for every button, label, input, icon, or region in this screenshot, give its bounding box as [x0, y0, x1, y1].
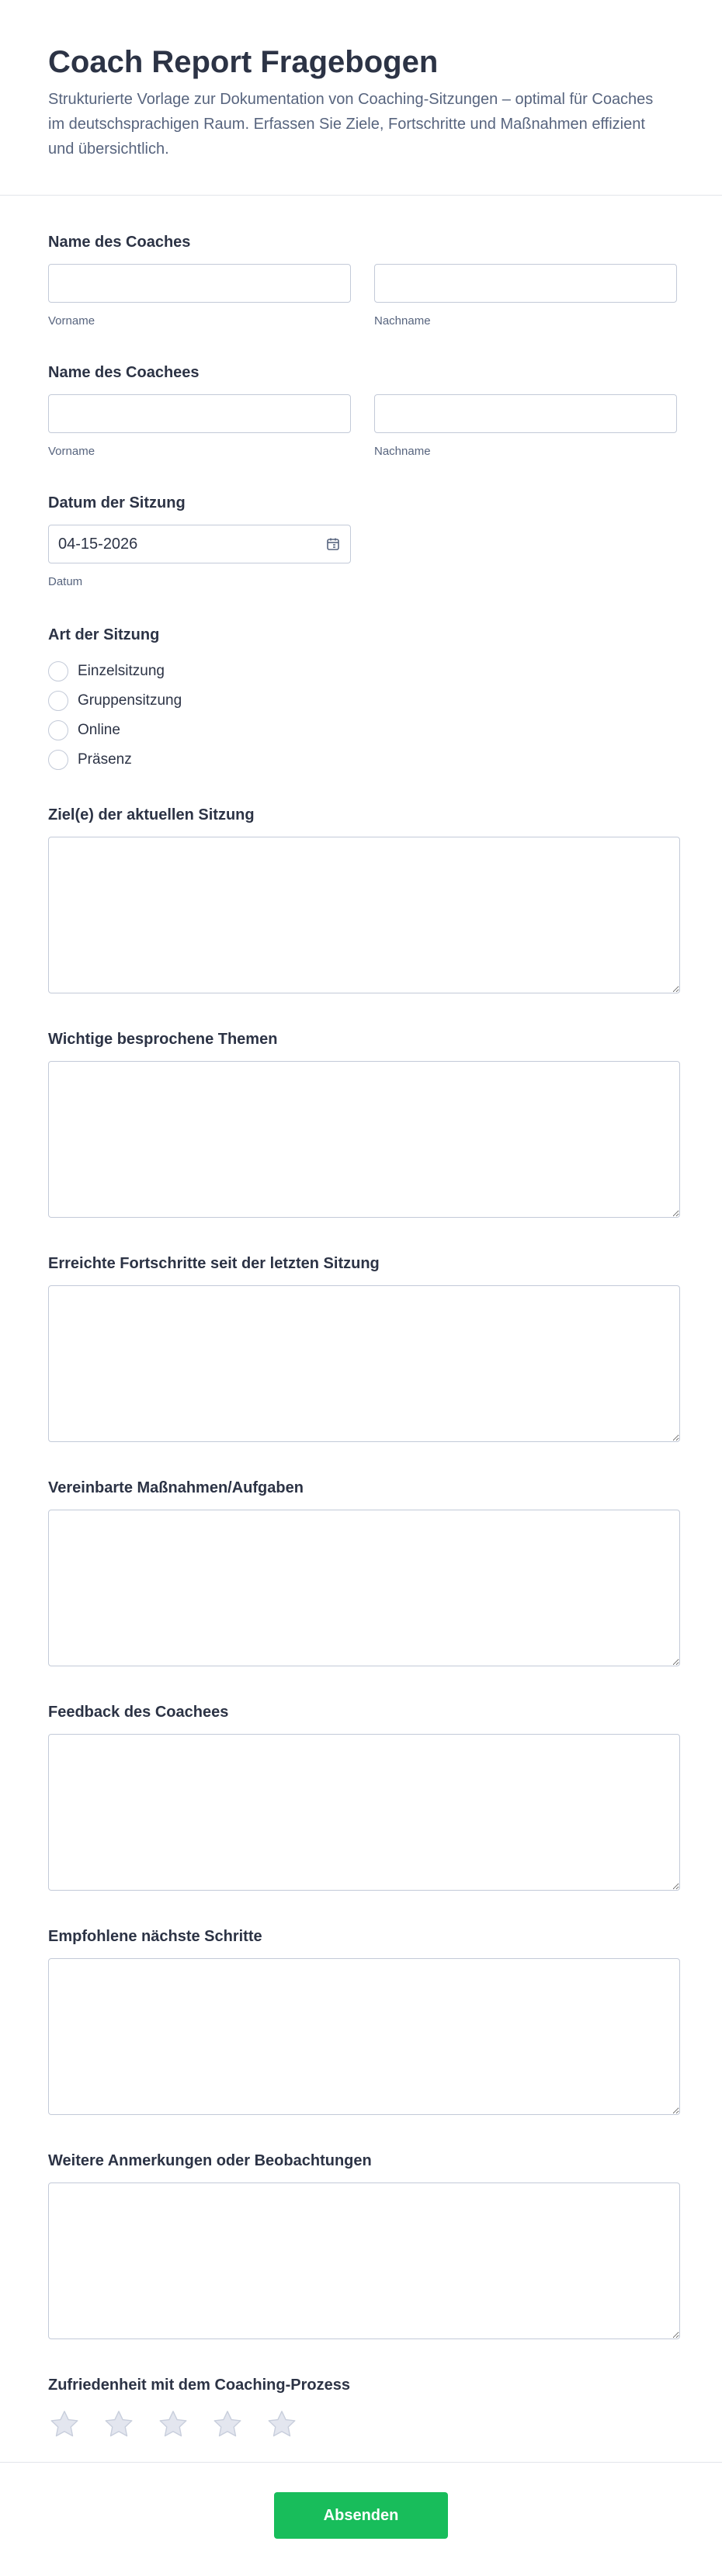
goals-field — [48, 804, 674, 1028]
notes-textarea[interactable] — [48, 2182, 680, 2339]
radio-option-label: Präsenz — [78, 751, 132, 768]
topics-textarea[interactable] — [48, 1061, 680, 1218]
feedback-field — [48, 1701, 674, 1926]
star-icon[interactable] — [157, 2408, 189, 2441]
actions-label: Vereinbarte Maßnahmen/Aufgaben — [48, 1479, 304, 1496]
goals-textarea[interactable] — [48, 837, 680, 993]
calendar-icon[interactable] — [326, 537, 340, 551]
radio-button[interactable] — [48, 691, 68, 711]
coachee-first-name-input[interactable] — [48, 394, 351, 433]
radio-option-label: Gruppensitzung — [78, 692, 182, 709]
form-header — [0, 0, 722, 196]
coach-name-row — [48, 264, 674, 329]
coach-name-field — [48, 231, 674, 362]
submit-button[interactable]: Absenden — [274, 2492, 448, 2539]
date-picker — [48, 525, 351, 563]
star-icon[interactable] — [102, 2408, 135, 2441]
coach-first-col — [48, 264, 351, 329]
coachee-first-col — [48, 394, 351, 459]
page-description: Strukturierte Vorlage zur Dokumentation von Coaching-Sitzungen – optimal für Coaches im deutschsprachigen Raum. Erfassen Sie Ziele, Fortschritte und Maßnahmen effizient und übersichtlich. — [48, 91, 654, 158]
next-steps-textarea[interactable] — [48, 1958, 680, 2115]
topics-label: Wichtige besprochene Themen — [48, 1031, 278, 1048]
coach-first-name-sublabel: Vorname — [48, 314, 95, 328]
satisfaction-label: Zufriedenheit mit dem Coaching-Prozess — [48, 2377, 350, 2394]
session-date-field — [48, 492, 674, 624]
radio-option-gruppensitzung[interactable] — [48, 686, 674, 716]
coach-last-col — [374, 264, 677, 329]
feedback-label: Feedback des Coachees — [48, 1704, 229, 1721]
session-type-options — [48, 657, 674, 775]
coach-first-name-input[interactable] — [48, 264, 351, 303]
coachee-name-row — [48, 394, 674, 459]
session-date-label: Datum der Sitzung — [48, 494, 186, 511]
notes-label: Weitere Anmerkungen oder Beobachtungen — [48, 2152, 372, 2169]
star-icon[interactable] — [211, 2408, 244, 2441]
radio-option-einzelsitzung[interactable] — [48, 657, 674, 686]
session-date-sublabel: Datum — [48, 575, 83, 588]
radio-button[interactable] — [48, 720, 68, 740]
next-steps-label: Empfohlene nächste Schritte — [48, 1928, 262, 1945]
progress-field — [48, 1253, 674, 1477]
radio-button[interactable] — [48, 750, 68, 770]
progress-label: Erreichte Fortschritte seit der letzten Sitzung — [48, 1255, 380, 1272]
radio-option-label: Einzelsitzung — [78, 663, 165, 679]
actions-field — [48, 1477, 674, 1701]
coachee-name-field — [48, 362, 674, 492]
radio-option-praesenz[interactable] — [48, 745, 674, 775]
next-steps-field — [48, 1926, 674, 2150]
actions-textarea[interactable] — [48, 1510, 680, 1666]
session-type-label: Art der Sitzung — [48, 626, 160, 643]
satisfaction-field — [48, 2374, 674, 2441]
progress-textarea[interactable] — [48, 1285, 680, 1442]
notes-field — [48, 2150, 674, 2374]
coachee-last-col — [374, 394, 677, 459]
session-type-field — [48, 624, 674, 804]
coachee-last-name-input[interactable] — [374, 394, 677, 433]
coach-last-name-input[interactable] — [374, 264, 677, 303]
radio-button[interactable] — [48, 661, 68, 681]
coachee-first-name-sublabel: Vorname — [48, 445, 95, 458]
radio-option-online[interactable] — [48, 716, 674, 745]
form-footer — [0, 2462, 722, 2576]
star-icon[interactable] — [48, 2408, 81, 2441]
coachee-name-label: Name des Coachees — [48, 364, 200, 381]
star-icon[interactable] — [266, 2408, 298, 2441]
coach-name-label: Name des Coaches — [48, 234, 191, 251]
form-body — [0, 196, 722, 2441]
session-date-input[interactable] — [48, 525, 351, 563]
coach-last-name-sublabel: Nachname — [374, 314, 431, 328]
goals-label: Ziel(e) der aktuellen Sitzung — [48, 806, 255, 823]
radio-option-label: Online — [78, 722, 120, 738]
topics-field — [48, 1028, 674, 1253]
page-title: Coach Report Fragebogen — [48, 45, 439, 79]
coachee-last-name-sublabel: Nachname — [374, 445, 431, 458]
feedback-textarea[interactable] — [48, 1734, 680, 1891]
star-rating — [48, 2408, 674, 2441]
